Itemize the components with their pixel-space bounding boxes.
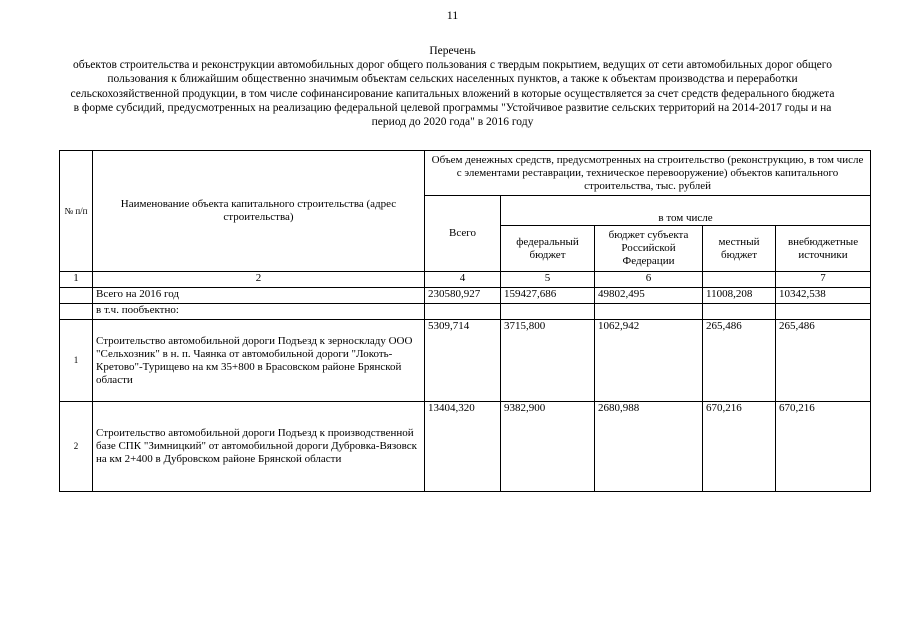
- table-row: [60, 402, 871, 492]
- header-local: местный бюджет: [703, 226, 776, 272]
- row-num: 1: [60, 320, 93, 402]
- header-regional: бюджет субъекта Российской Федерации: [595, 226, 703, 272]
- row-regional: 2680,988: [595, 402, 703, 492]
- row-regional: 1062,942: [595, 320, 703, 402]
- document-subtitle: объектов строительства и реконструкции автомобильных дорог общего пользования с твердым покрытием, ведущих от сети автомобильных дорог общего пользования к ближайшим общественно значимым объектам сельских населенных пунктов, а также к объектам производства и переработки сельскохозяйственной продукции, в том числе софинансирование капитальных вложений в которые осуществляется за счет средств федерального бюджета в форме субсидий, предусмотренных на реализацию федеральной целевой программы "Устойчивое развитие сельских территорий на 2014-2017 годы и на период до 2020 года" в 2016 году: [70, 59, 835, 129]
- row-name: Строительство автомобильной дороги Подъезд к производственной базе СПК "Зимницкий" от автомобильной дороги Дубровка-Вязовск на км 2+400 в Дубровском районе Брянской области: [93, 402, 425, 492]
- column-number: 6: [595, 272, 703, 288]
- header-extra: внебюджетные источники: [776, 226, 871, 272]
- row-extra: 265,486: [776, 320, 871, 402]
- column-number: 7: [776, 272, 871, 288]
- header-num: № п/п: [60, 151, 93, 272]
- column-number: [703, 272, 776, 288]
- column-number: 2: [93, 272, 425, 288]
- row-federal: 3715,800: [501, 320, 595, 402]
- subheader-label: в т.ч. пообъектно:: [93, 304, 425, 320]
- header-federal: федеральный бюджет: [501, 226, 595, 272]
- column-number: 5: [501, 272, 595, 288]
- row-num: 2: [60, 402, 93, 492]
- row-total: 13404,320: [425, 402, 501, 492]
- header-including: в том числе: [501, 196, 871, 226]
- table-row: [60, 320, 871, 402]
- total-label: Всего на 2016 год: [93, 288, 425, 304]
- total-local: 11008,208: [703, 288, 776, 304]
- header-total: Всего: [425, 196, 501, 272]
- column-number: 4: [425, 272, 501, 288]
- total-extra: 10342,538: [776, 288, 871, 304]
- document-title: Перечень: [429, 45, 476, 57]
- total-regional: 49802,495: [595, 288, 703, 304]
- column-number: 1: [60, 272, 93, 288]
- header-funds-group: Объем денежных средств, предусмотренных на строительство (реконструкцию, в том числе с элементами реставрации, техническое перевооружение) объектов капитального строительства, тыс. рублей: [425, 151, 871, 196]
- total-federal: 159427,686: [501, 288, 595, 304]
- row-name: Строительство автомобильной дороги Подъезд к зерноскладу ООО "Сельхозник" в н. п. Чаянка от автомобильной дороги "Локоть-Кретово"-Турищево на км 35+800 в Брасовском районе Брянской области: [93, 320, 425, 402]
- header-name: Наименование объекта капитального строительства (адрес строительства): [93, 151, 425, 272]
- row-local: 265,486: [703, 320, 776, 402]
- row-federal: 9382,900: [501, 402, 595, 492]
- row-extra: 670,216: [776, 402, 871, 492]
- objects-table: [59, 150, 871, 492]
- page-number: 11: [446, 8, 459, 22]
- total-all: 230580,927: [425, 288, 501, 304]
- total-row: [60, 288, 871, 304]
- row-local: 670,216: [703, 402, 776, 492]
- row-total: 5309,714: [425, 320, 501, 402]
